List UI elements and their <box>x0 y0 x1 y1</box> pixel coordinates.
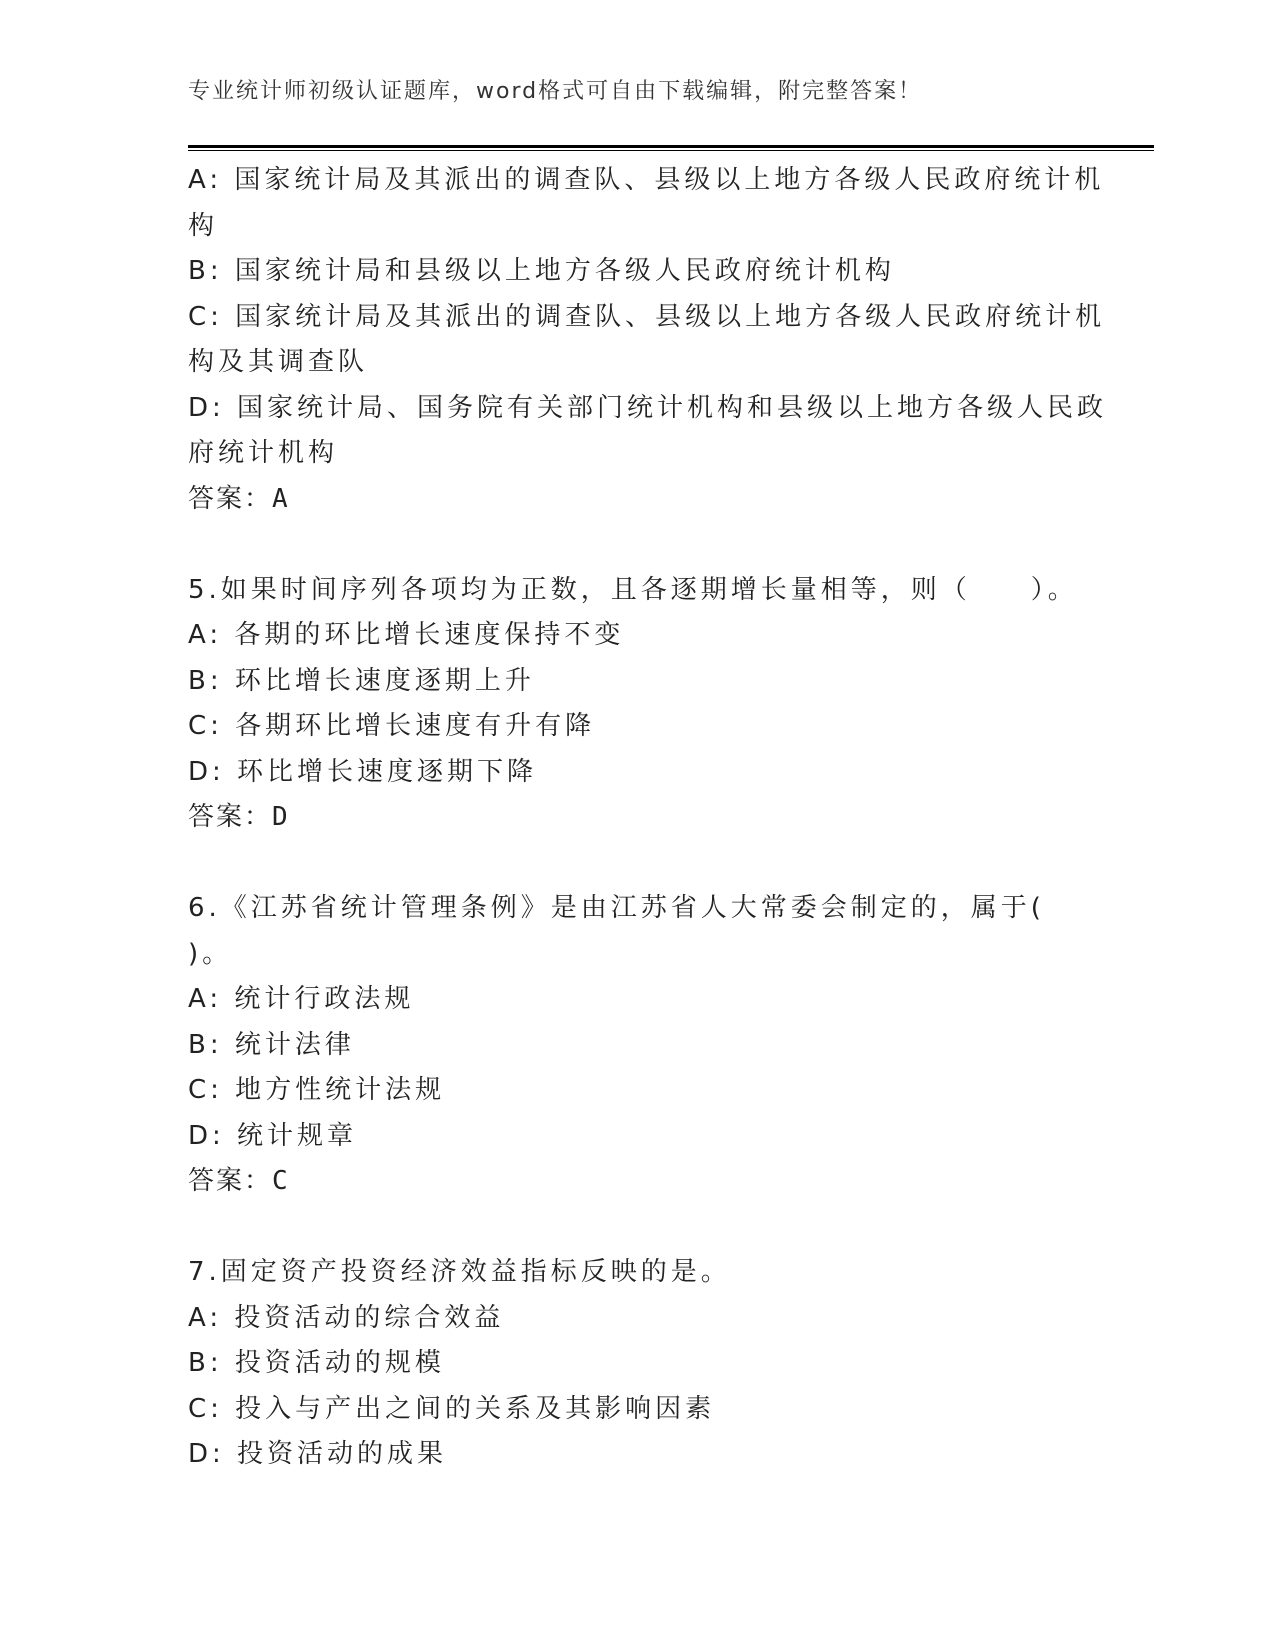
page-header: 专业统计师初级认证题库，word格式可自由下载编辑，附完整答案！ <box>188 79 923 104</box>
option-d: D: 投资活动的成果 <box>188 1439 448 1469</box>
header-rule-thick <box>188 145 1154 148</box>
answer-value: A <box>272 483 290 514</box>
option-b: B: 统计法律 <box>188 1029 355 1060</box>
question-5-text: 5.如果时间序列各项均为正数，且各逐期增长量相等，则（ ）。 <box>188 574 1078 605</box>
answer-label: 答案： <box>188 802 273 832</box>
question-4-options <box>188 158 1108 477</box>
option-c-line2: 构及其调查队 <box>188 347 369 377</box>
question-7-text: 7.固定资产投资经济效益指标反映的是。 <box>188 1257 731 1287</box>
question-6-text-line2: )。 <box>188 938 233 969</box>
option-d-line1: D: 国家统计局、国务院有关部门统计机构和县级以上地方各级人民政 <box>188 392 1108 423</box>
option-b: B: 投资活动的规模 <box>188 1348 445 1378</box>
option-a: A: 各期的环比增长速度保持不变 <box>188 620 625 650</box>
question-5-options <box>188 613 1088 795</box>
spacer <box>188 1205 1088 1251</box>
option-a-line2: 构 <box>188 210 219 241</box>
option-a: A: 投资活动的综合效益 <box>188 1302 505 1333</box>
question-6-answer <box>188 1159 1088 1205</box>
answer-label: 答案： <box>188 1166 273 1196</box>
option-a-line1: A: 国家统计局及其派出的调查队、县级以上地方各级人民政府统计机 <box>188 165 1105 195</box>
question-7-options <box>188 1296 1088 1478</box>
header-rule-thin <box>188 150 1154 151</box>
option-d-line2: 府统计机构 <box>188 438 339 468</box>
option-d: D: 统计规章 <box>188 1120 358 1151</box>
option-d: D: 环比增长速度逐期下降 <box>188 756 538 787</box>
option-c: C: 各期环比增长速度有升有降 <box>188 711 596 741</box>
option-c: C: 地方性统计法规 <box>188 1075 446 1105</box>
option-b: B: 环比增长速度逐期上升 <box>188 665 535 696</box>
answer-value: C <box>272 1166 290 1196</box>
option-b: B: 国家统计局和县级以上地方各级人民政府统计机构 <box>188 256 895 286</box>
spacer <box>188 522 1088 568</box>
question-6-text-line1: 6.《江苏省统计管理条例》是由江苏省人大常委会制定的，属于( <box>188 893 1045 923</box>
document-body <box>188 158 1108 1478</box>
question-4-answer <box>188 477 1088 523</box>
spacer <box>188 841 1088 887</box>
answer-value: D <box>272 802 290 832</box>
option-a: A: 统计行政法规 <box>188 984 415 1014</box>
answer-label: 答案： <box>188 483 273 514</box>
question-5-answer <box>188 795 1088 841</box>
option-c: C: 投入与产出之间的关系及其影响因素 <box>188 1393 716 1424</box>
question-6-options <box>188 977 1088 1159</box>
option-c-line1: C: 国家统计局及其派出的调查队、县级以上地方各级人民政府统计机 <box>188 301 1106 332</box>
